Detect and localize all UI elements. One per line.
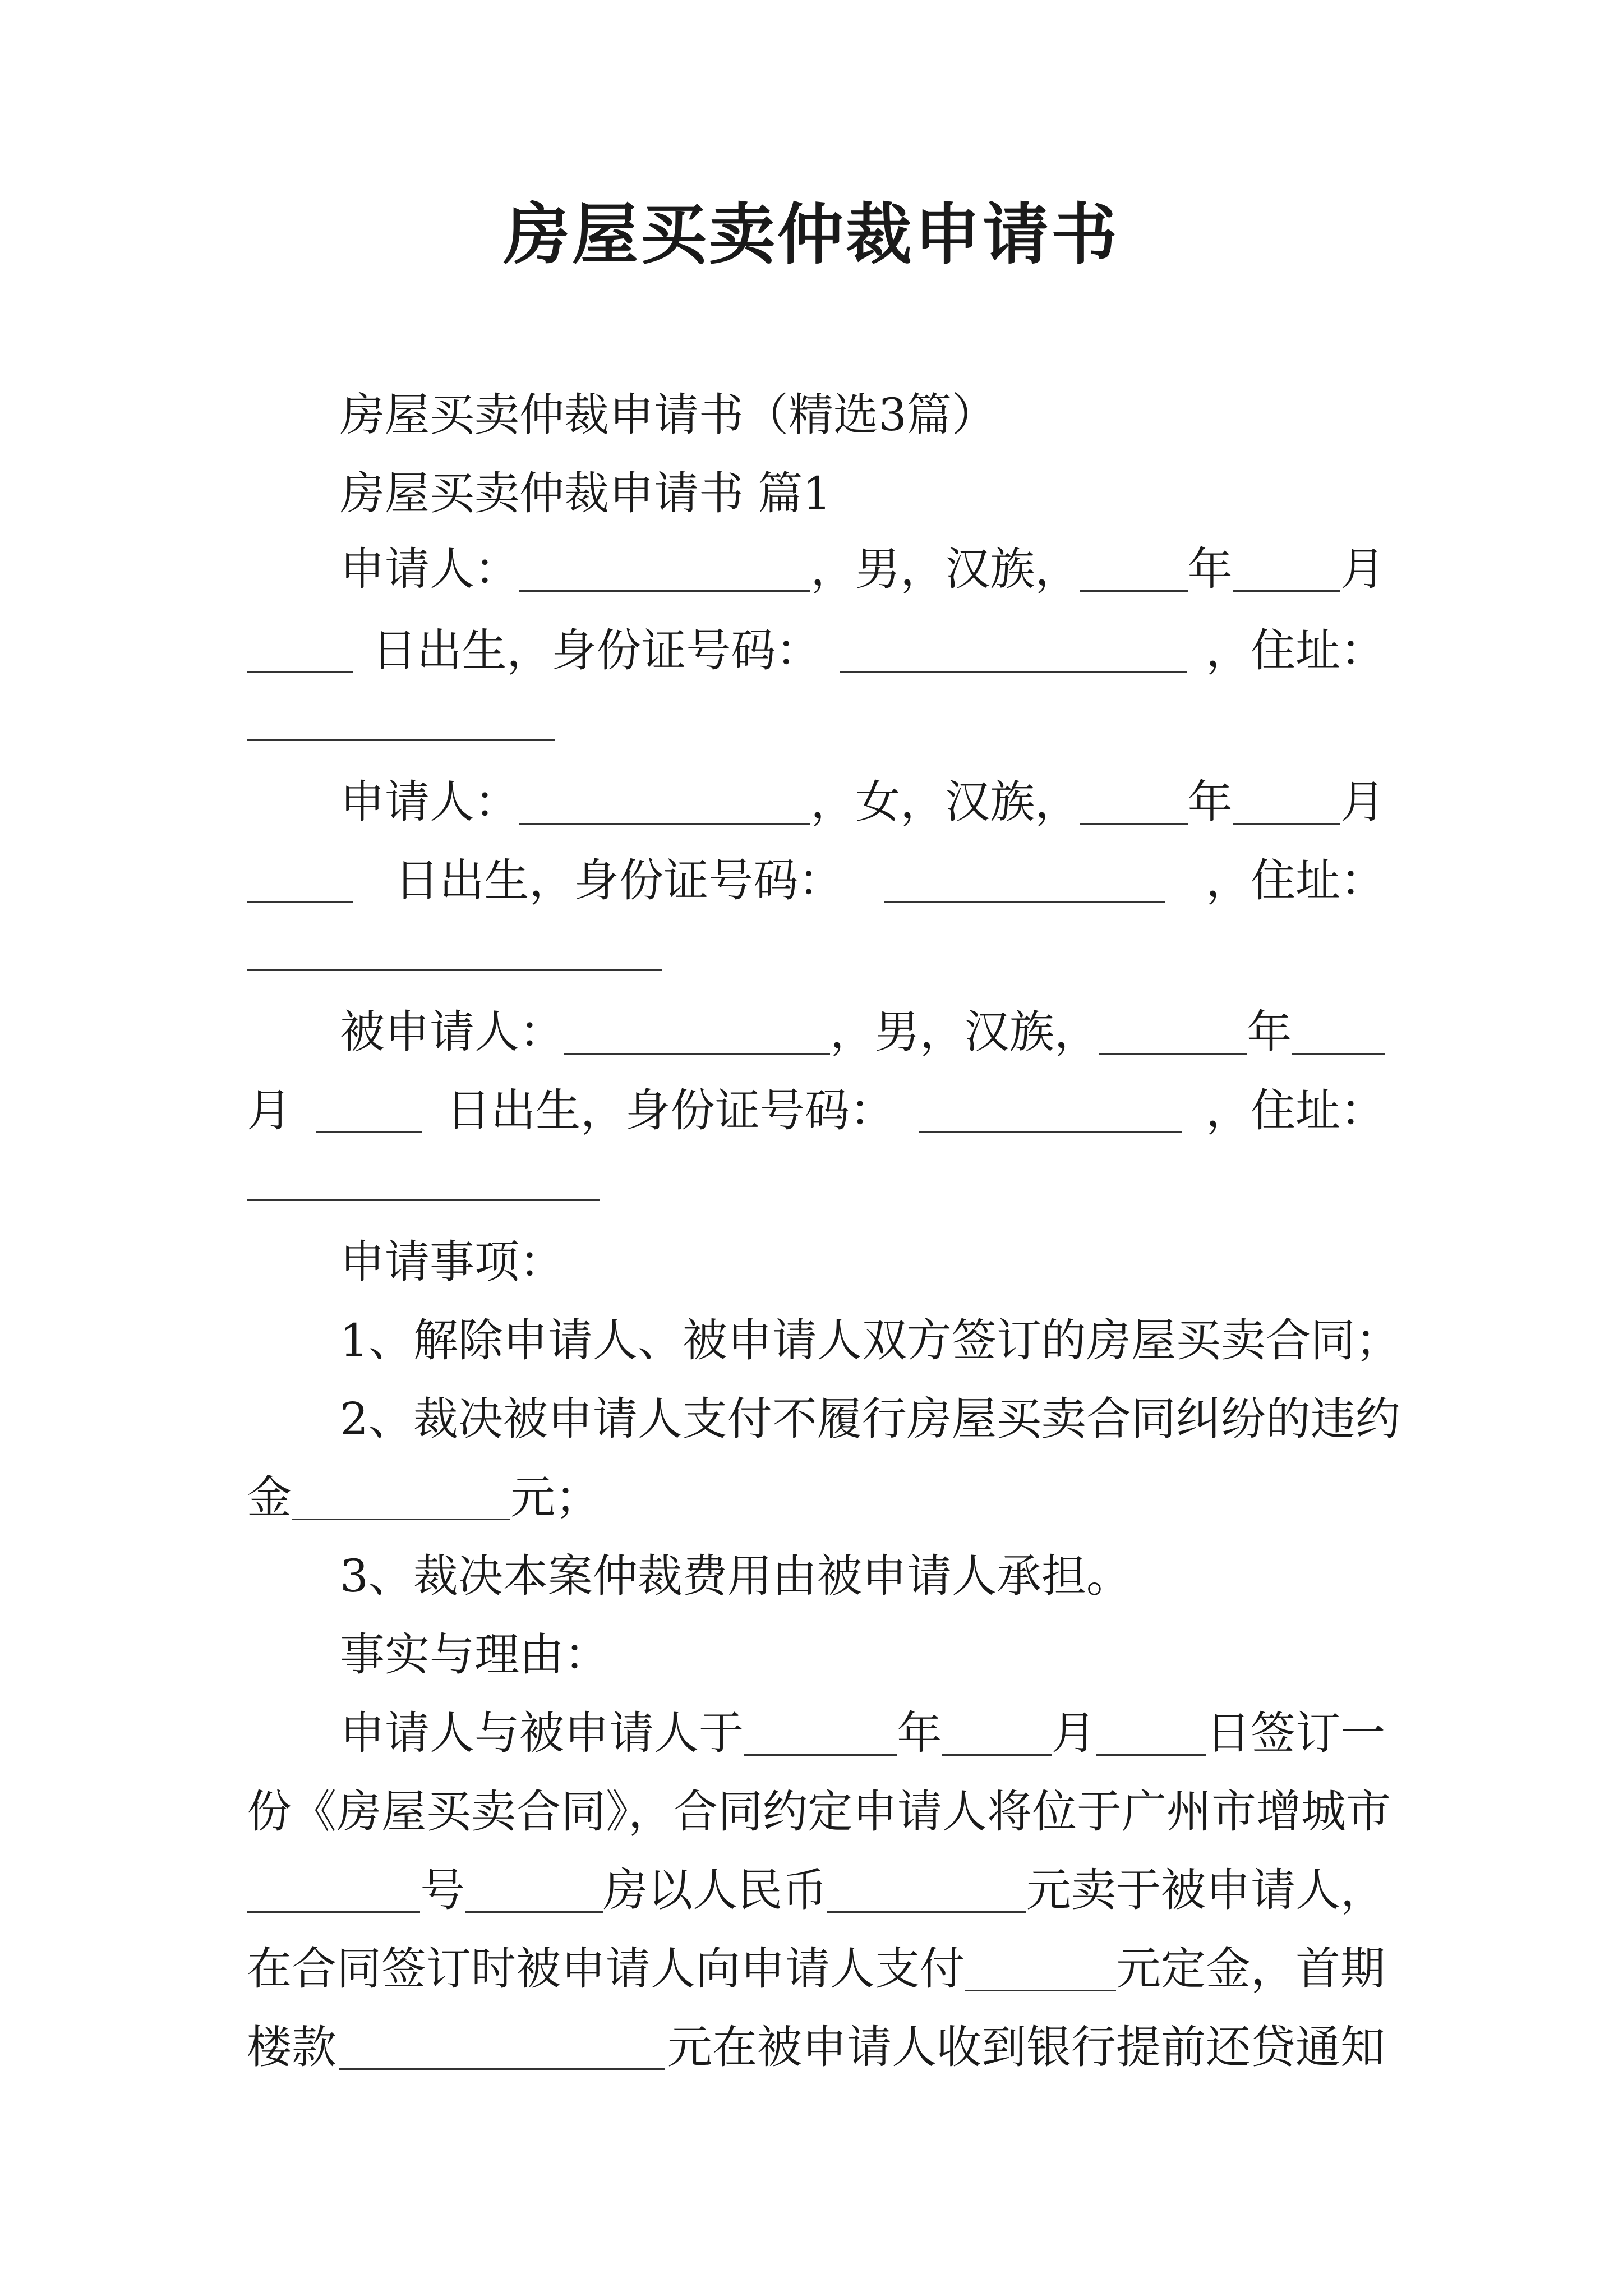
facts-day-blank [1096, 1715, 1206, 1756]
facts-l4-a: 在合同签订时被申请人向申请人支付 [247, 1943, 965, 1995]
applicant-2-line-2 [247, 854, 1385, 907]
applicant-1-line-2 [247, 624, 1385, 677]
claims-heading: 申请事项： [340, 1236, 564, 1288]
facts-year-blank [744, 1715, 897, 1756]
section-heading: 房屋买卖仲裁申请书 篇1 [340, 467, 832, 519]
respondent-name-blank [564, 1014, 830, 1055]
document-title: 房屋买卖仲裁申请书 [503, 195, 1119, 273]
applicant-2-month-label: 月 [1340, 776, 1385, 828]
applicant-2-year-blank [1080, 784, 1187, 825]
facts-line-2: 份《房屋买卖合同》，合同约定申请人将位于广州市增城市 [247, 1786, 1391, 1838]
facts-line-5 [247, 2021, 1385, 2073]
applicant-2-id-blank [884, 862, 1165, 903]
claim-2-line-1: 2、裁决被申请人支付不履行房屋买卖合同纠纷的违约 [340, 1393, 1400, 1445]
applicant-1-day-blank [247, 632, 353, 673]
respondent-born: 日出生，身份证号码： [446, 1084, 895, 1137]
applicant-2-line-1 [247, 776, 1385, 828]
respondent-line-2 [247, 1084, 1385, 1137]
applicant-1-born: 日出生，身份证号码： [372, 624, 821, 677]
respondent-address-blank [247, 1199, 600, 1201]
facts-l1-b: 年 [897, 1707, 942, 1759]
subtitle: 房屋买卖仲裁申请书（精选3篇） [340, 389, 997, 441]
respondent-year-label: 年 [1247, 1006, 1292, 1058]
respondent-day-blank [316, 1092, 422, 1133]
respondent-month-label: 月 [247, 1084, 292, 1137]
respondent-gender: ，男，汉族， [829, 1006, 1099, 1058]
applicant-2-address-label: ，住址： [1205, 854, 1385, 907]
facts-price-blank [827, 1872, 1026, 1913]
applicant-1-month-label: 月 [1340, 543, 1385, 595]
applicant-2-month-blank [1233, 784, 1340, 825]
applicant-1-id-blank [840, 632, 1187, 673]
facts-l5-a: 楼款 [247, 2021, 336, 2073]
applicant-1-year-label: 年 [1187, 543, 1233, 595]
facts-l3-b: 房以人民币 [603, 1864, 828, 1916]
facts-heading: 事实与理由： [340, 1628, 609, 1681]
applicant-1-line-1 [247, 543, 1385, 595]
applicant-2-name-blank [519, 784, 810, 825]
respondent-year-blank [1099, 1014, 1247, 1055]
respondent-id-blank [919, 1092, 1182, 1133]
facts-deposit-blank [965, 1950, 1116, 1991]
facts-l3-c: 元卖于被申请人， [1026, 1864, 1386, 1916]
facts-first-payment-blank [339, 2029, 665, 2070]
applicant-1-label: 申请人： [340, 543, 519, 595]
claim-2-line-2 [247, 1471, 1385, 1524]
facts-l1-c: 月 [1051, 1707, 1096, 1759]
respondent-month-blank [1292, 1014, 1385, 1055]
facts-building-blank [247, 1872, 420, 1913]
claim-2-amount-blank [292, 1479, 510, 1520]
facts-month-blank [942, 1715, 1051, 1756]
applicant-1-year-blank [1080, 551, 1187, 592]
respondent-address-label: ，住址： [1206, 1084, 1385, 1137]
claim-2-suffix: 元； [510, 1471, 600, 1524]
facts-l5-b: 元在被申请人收到银行提前还贷通知 [667, 2021, 1385, 2073]
claim-1: 1、解除申请人、被申请人双方签订的房屋买卖合同； [340, 1314, 1400, 1366]
facts-room-blank [465, 1872, 603, 1913]
applicant-2-address-blank [247, 969, 662, 971]
claim-3: 3、裁决本案仲裁费用由被申请人承担。 [340, 1550, 1131, 1602]
facts-line-4 [247, 1943, 1385, 1995]
applicant-1-address-blank [247, 739, 555, 741]
facts-l3-a: 号 [420, 1864, 465, 1916]
applicant-1-gender: ，男，汉族， [810, 543, 1080, 595]
applicant-2-day-blank [247, 862, 353, 903]
claim-2-prefix: 金 [247, 1471, 292, 1524]
facts-line-3 [247, 1864, 1386, 1916]
facts-l1-d: 日签订一 [1206, 1707, 1385, 1759]
applicant-2-born: 日出生，身份证号码： [394, 854, 843, 907]
applicant-1-name-blank [519, 551, 810, 592]
facts-l4-b: 元定金，首期 [1116, 1943, 1385, 1995]
respondent-line-1 [247, 1006, 1385, 1058]
applicant-2-label: 申请人： [340, 776, 519, 828]
facts-line-1 [247, 1707, 1385, 1759]
applicant-2-year-label: 年 [1187, 776, 1233, 828]
applicant-1-address-label: ，住址： [1205, 624, 1385, 677]
respondent-label: 被申请人： [340, 1006, 564, 1058]
applicant-1-month-blank [1233, 551, 1340, 592]
facts-l1-a: 申请人与被申请人于 [340, 1707, 744, 1759]
applicant-2-gender: ，女，汉族， [810, 776, 1080, 828]
